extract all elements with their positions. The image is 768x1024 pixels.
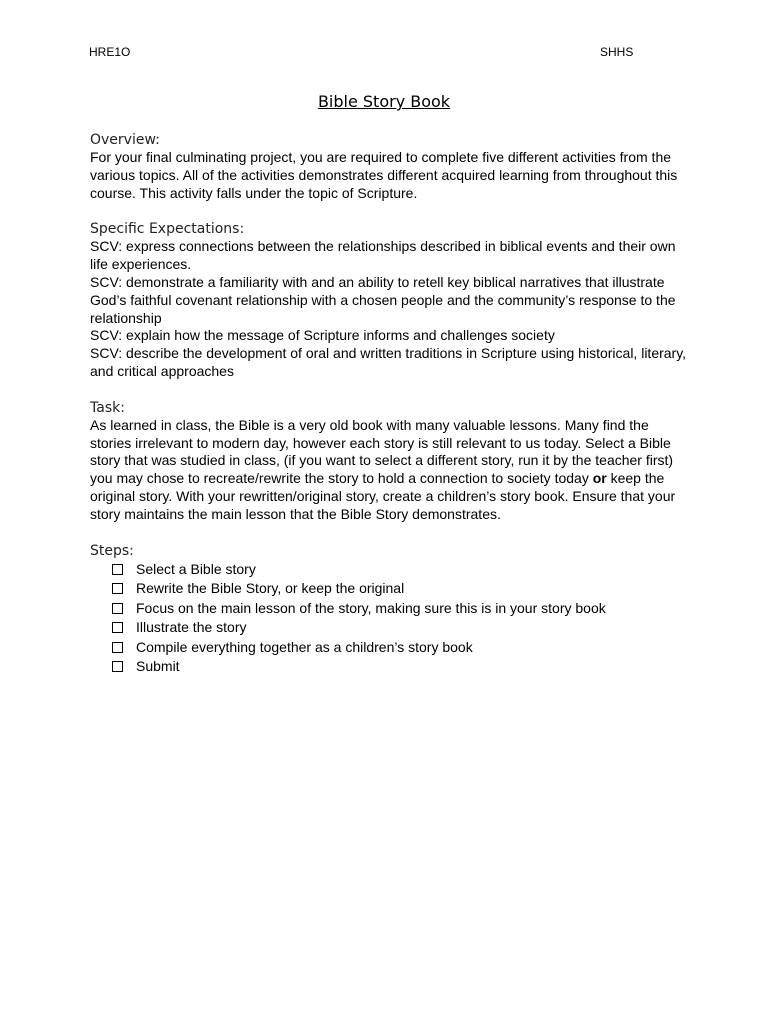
task-text — [90, 417, 690, 524]
checklist-item — [112, 599, 690, 619]
checkbox-icon — [112, 583, 123, 594]
expectation-item: SCV: demonstrate a familiarity with and an ability to retell key biblical narratives that illustrate God’s faithful covenant relationship with a chosen people and the community’s response to the relationship — [90, 273, 676, 326]
checklist-item — [112, 638, 690, 658]
task-text-part: keep the original story. With your rewritten/original story, create a children’s story book. Ensure that your story maintains the main lesson that the Bible Story demonstrates. — [90, 470, 676, 522]
page-title: Bible Story Book — [317, 92, 451, 111]
checklist-item-label: Focus on the main lesson of the story, making sure this is in your story book — [136, 599, 606, 616]
task-heading: Task: — [90, 399, 125, 416]
course-code: HRE1O — [89, 45, 131, 59]
checkbox-icon — [112, 661, 123, 672]
steps-checklist — [90, 560, 690, 677]
checklist-item-label: Illustrate the story — [136, 619, 247, 636]
school-code: SHHS — [600, 45, 634, 59]
steps-heading: Steps: — [90, 542, 134, 559]
document-body — [90, 131, 690, 677]
expectation-item: SCV: explain how the message of Scripture informs and challenges society — [90, 327, 555, 344]
checkbox-icon — [112, 564, 123, 575]
checklist-item — [112, 579, 690, 599]
expectation-item: SCV: describe the development of oral and written traditions in Scripture using historical, literary, and critical approaches — [90, 345, 687, 379]
checklist-item-label: Submit — [136, 658, 180, 675]
expectation-item: SCV: express connections between the relationships described in biblical events and their own life experiences. — [90, 238, 676, 273]
task-text-emphasis: or — [592, 470, 607, 487]
overview-heading: Overview: — [90, 132, 160, 148]
checklist-item-label: Rewrite the Bible Story, or keep the original — [136, 580, 405, 597]
checkbox-icon — [112, 642, 123, 653]
expectations-heading: Specific Expectations: — [90, 221, 245, 238]
checklist-item-label: Select a Bible story — [136, 560, 256, 577]
checklist-item-label: Compile everything together as a children’s story book — [136, 638, 473, 655]
checklist-item — [112, 618, 690, 638]
checkbox-icon — [112, 603, 123, 614]
checklist-item — [112, 657, 690, 677]
checkbox-icon — [112, 622, 123, 633]
checklist-item — [112, 560, 690, 580]
task-text-part: As learned in class, the Bible is a very old book with many valuable lessons. Many find the stories irrelevant to modern day, however each story is still relevant to us today. Select a Bible story that was studied in class, (if you want to select a different story, run it by the teacher first) you may chose to recreate/rewrite the story to hold a connection to society today — [90, 416, 674, 487]
overview-text: For your final culminating project, you are required to complete five different activities from the various topics. All of the activities demonstrates different acquired learning from throughout this course. This activity falls under the topic of Scripture. — [90, 149, 678, 201]
